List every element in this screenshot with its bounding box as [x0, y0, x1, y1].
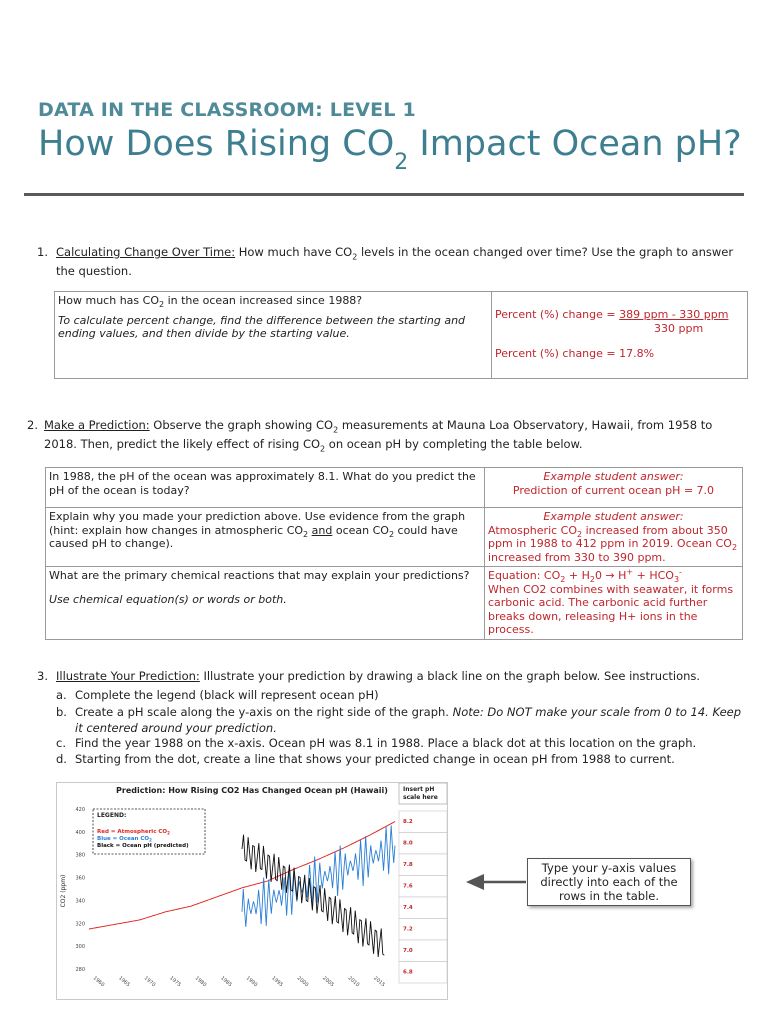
- q3-item-c: Find the year 1988 on the x-axis. Ocean pH was 8.1 in 1988. Place a black dot at this location on the graph.: [75, 736, 697, 750]
- q2-row1-question: In 1988, the pH of the ocean was approximately 8.1. What do you predict the pH of the ocean is today?: [46, 468, 485, 508]
- q2-row2-answer-pre: Atmospheric CO: [488, 523, 578, 537]
- eq-mid2: 0 → H: [594, 569, 627, 582]
- q2-row3-answer[interactable]: [485, 567, 743, 640]
- q2-row2-sub2: 2: [388, 529, 395, 539]
- page-subtitle: DATA IN THE CLASSROOM: LEVEL 1: [38, 99, 416, 121]
- q2-row2-answer[interactable]: [485, 508, 743, 567]
- q1-hint: To calculate percent change, find the difference between the starting and ending values, and then divide by the starting value.: [58, 313, 466, 340]
- ph-scale-value: 7.0: [403, 948, 413, 954]
- q1-question-end: in the ocean increased since 1988?: [164, 294, 363, 307]
- legend-entry-red: Red = Atmospheric $CO_2$: [97, 829, 170, 836]
- x-tick-label: 1980: [193, 975, 208, 989]
- q3-heading: Illustrate Your Prediction:: [56, 669, 200, 683]
- title-text-end: Impact Ocean pH?: [408, 124, 742, 164]
- x-tick-label: 2010: [346, 975, 361, 989]
- chart-title: Prediction: How Rising CO2 Has Changed Ocean pH (Hawaii): [116, 786, 388, 795]
- q2-row2-answer-mid: increased from about 350 ppm in 1988 to 412 ppm in 2019. Ocean CO: [488, 523, 732, 550]
- q3-prompt: [56, 668, 746, 684]
- eq-pre: Equation: CO: [488, 569, 561, 582]
- y-tick-label: 300: [75, 944, 85, 951]
- x-tick-label: 1960: [91, 975, 106, 989]
- x-tick-label: 2000: [295, 975, 310, 989]
- callout-note: Type your y-axis values directly into each of the rows in the table.: [527, 858, 691, 906]
- x-axis-ticks: [92, 975, 386, 988]
- q2-row3-question: [46, 567, 485, 640]
- q2-row2-answer-sub1: 2: [577, 529, 583, 539]
- header-divider: [24, 193, 744, 196]
- x-tick-label: 1970: [142, 975, 157, 989]
- q2-row2-answer-sub2: 2: [731, 543, 738, 553]
- q2-row2-question: [46, 508, 485, 567]
- q2-row1-answer-label: Example student answer:: [543, 470, 684, 483]
- ocean-ph-line: [242, 835, 384, 957]
- q3-item-a: Complete the legend (black will represent ocean pH): [75, 688, 379, 702]
- q2-row1-answer-text: Prediction of current ocean pH = 7.0: [512, 483, 715, 497]
- q2-heading: Make a Prediction:: [44, 418, 150, 432]
- y-tick-label: 280: [75, 967, 85, 973]
- q2-row3-question-note: Use chemical equation(s) or words or both.: [49, 592, 287, 606]
- y-tick-label: 340: [75, 898, 85, 905]
- title-subscript: 2: [394, 150, 409, 175]
- eq-mid: + H: [565, 569, 590, 582]
- q1-heading: Calculating Change Over Time:: [56, 245, 236, 259]
- q3-item-d: Starting from the dot, create a line that shows your predicted change in ocean pH from 1988 to current.: [75, 752, 675, 766]
- ph-scale-value: 7.6: [403, 883, 413, 890]
- q2-row2-end: could have caused pH to change).: [49, 523, 458, 550]
- q3-item-d-letter: d.: [56, 752, 67, 766]
- eq-sup2: -: [679, 567, 682, 577]
- q1-text: How much have CO: [235, 245, 353, 259]
- q1-answer-label: Percent (%) change =: [495, 308, 620, 321]
- q3-item-c-letter: c.: [56, 736, 66, 750]
- q3-item-b-letter: b.: [56, 705, 67, 719]
- q1-number: 1.: [37, 245, 48, 259]
- x-tick-label: 2015: [372, 975, 386, 989]
- ph-scale-value: 8.0: [403, 840, 413, 847]
- q3-item-b-note: Note: Do NOT make your scale from 0 to 14. Keep it centered around your prediction.: [75, 705, 742, 735]
- ph-scale-header: [399, 783, 447, 804]
- ph-header-line1: Insert pH: [403, 786, 435, 793]
- title-text: How Does Rising CO: [38, 124, 395, 164]
- q1-text-line2: the question.: [56, 264, 132, 278]
- q3-number: 3.: [37, 669, 48, 683]
- y-tick-label: 360: [75, 875, 85, 882]
- co2-ph-chart: [56, 782, 448, 1000]
- q2-prompt: [44, 416, 744, 454]
- q1-answer-denominator: 330 ppm: [654, 321, 704, 335]
- legend-title: LEGEND:: [97, 812, 127, 819]
- q2-row2-sub1: 2: [303, 529, 309, 539]
- ph-scale-value: 6.8: [403, 969, 413, 976]
- callout-arrow-icon: [462, 870, 528, 894]
- chart-ylabel: CO2 (ppm): [60, 874, 67, 908]
- q2-row2-text: Explain why you made your prediction above. Use evidence from the graph (hint: explain how changes in atmospheric CO: [49, 510, 466, 537]
- q2-text: Observe the graph showing CO: [149, 418, 334, 432]
- q1-sub: 2: [352, 252, 358, 262]
- q1-text-end: levels in the ocean changed over time? Use the graph to answer: [357, 245, 734, 259]
- legend-entry-blue: Blue = Ocean $CO_2$: [97, 836, 152, 843]
- q2-line2-sub: 2: [320, 444, 326, 454]
- q1-answer-cell[interactable]: [492, 292, 748, 379]
- q1-answer-result: Percent (%) change = 17.8%: [495, 347, 655, 360]
- eq-sub3: 3: [673, 575, 680, 585]
- q2-row3-answer-text: When CO2 combines with seawater, it forms carbonic acid. The carbonic acid further breaks down, releasing H+ ions in the process.: [488, 582, 734, 636]
- x-tick-label: 1995: [270, 975, 284, 989]
- q2-text-end: measurements at Mauna Loa Observatory, Hawaii, from 1958 to: [338, 418, 713, 432]
- ph-scale-value: 8.2: [403, 819, 413, 825]
- q1-table: [54, 291, 748, 379]
- x-tick-label: 1990: [244, 975, 259, 989]
- eq-sup1: +: [626, 567, 634, 577]
- q2-table: [45, 467, 743, 640]
- q1-prompt: [56, 243, 736, 281]
- eq-mid3: + HCO: [633, 569, 674, 582]
- q3-item-b-text: Create a pH scale along the y-axis on the right side of the graph.: [75, 705, 453, 719]
- q2-sub: 2: [333, 425, 339, 435]
- q2-number: 2.: [27, 418, 38, 432]
- q2-line2: 2018. Then, predict the likely effect of rising CO: [44, 437, 321, 451]
- q2-row2-answer-text: [488, 524, 739, 565]
- q1-question-cell: [55, 292, 492, 379]
- q3-item-a-letter: a.: [56, 688, 67, 702]
- ocean-co2-line: [242, 825, 395, 926]
- y-tick-label: 320: [75, 921, 85, 928]
- ph-scale-value: 7.8: [403, 862, 413, 868]
- ph-scale-rows: [399, 811, 447, 983]
- x-tick-label: 1965: [117, 975, 131, 989]
- q2-row3-equation: [488, 569, 739, 583]
- ph-header-line2: scale here: [403, 794, 438, 801]
- page-title: [38, 124, 742, 175]
- q2-row2-answer-label: Example student answer:: [543, 510, 684, 523]
- q2-row3-question-text: What are the primary chemical reactions that may explain your predictions?: [49, 569, 470, 582]
- chart-legend: [93, 809, 205, 854]
- eq-sub2: 2: [589, 575, 595, 585]
- y-tick-label: 380: [75, 852, 85, 859]
- q2-line2-end: on ocean pH by completing the table below.: [325, 437, 583, 451]
- q1-answer-numerator: 389 ppm - 330 ppm: [619, 308, 729, 321]
- y-tick-label: 420: [75, 807, 85, 813]
- q2-row1-answer[interactable]: [485, 468, 743, 508]
- x-tick-label: 2005: [321, 975, 335, 989]
- y-axis-ticks: [75, 807, 85, 973]
- legend-entry-black: Black = Ocean pH (predicted): [97, 843, 189, 849]
- q3-item-b: [75, 704, 745, 736]
- x-tick-label: 1975: [168, 975, 182, 989]
- y-tick-label: 400: [75, 829, 85, 836]
- q1-question: How much has CO: [58, 294, 159, 307]
- ph-scale-value: 7.2: [403, 926, 413, 933]
- q2-row2-answer-end: increased from 330 to 390 ppm.: [488, 550, 666, 564]
- ph-scale-value: 7.4: [403, 905, 413, 911]
- q1-question-sub: 2: [158, 300, 165, 310]
- q2-row2-mid: ocean CO: [332, 523, 389, 537]
- q3-text: Illustrate your prediction by drawing a black line on the graph below. See instructions.: [199, 669, 701, 683]
- q2-row2-and: and: [311, 523, 333, 537]
- eq-sub1: 2: [560, 575, 566, 585]
- chart-svg: [57, 783, 447, 999]
- x-tick-label: 1985: [219, 975, 233, 989]
